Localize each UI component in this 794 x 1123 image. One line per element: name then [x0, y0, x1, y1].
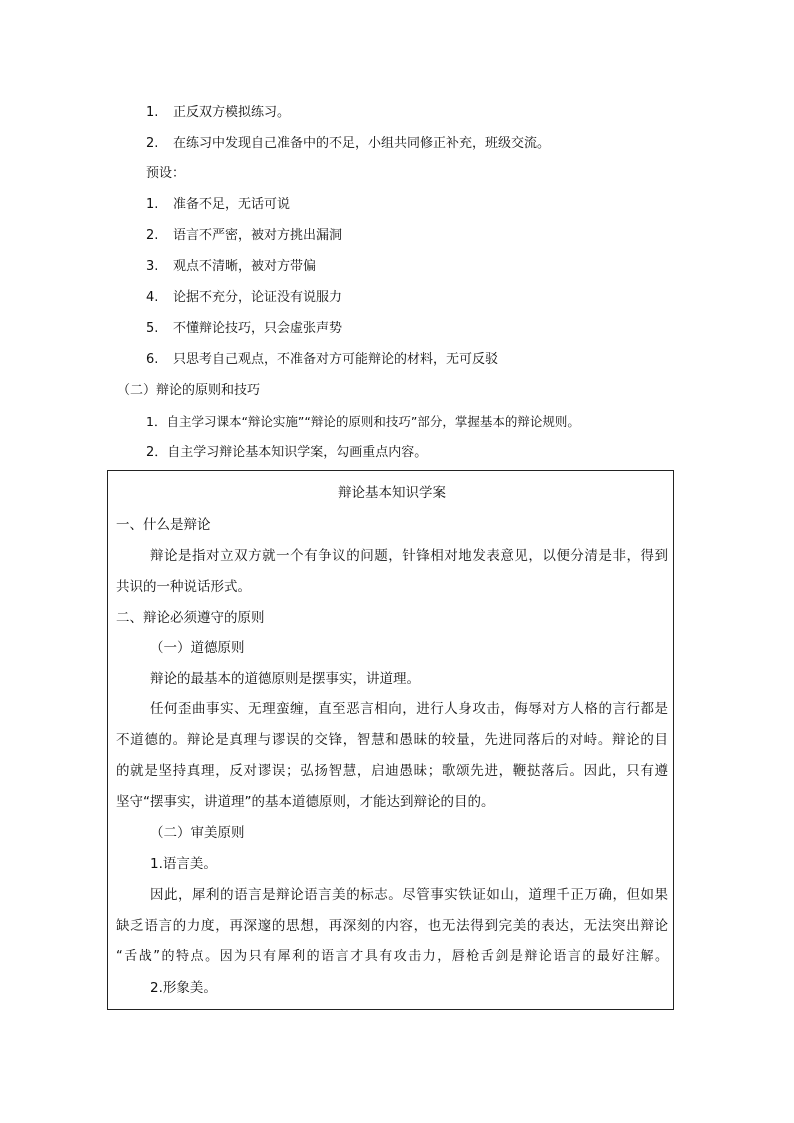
heading-principles: 二、辩论必须遵守的原则 [116, 610, 265, 626]
paragraph-line: “舌战”的特点。因为只有犀利的语言才具有攻击力，唇枪舌剑是辩论语言的最好注解。 [116, 949, 668, 964]
list-number: 6. [146, 352, 159, 367]
list-item [146, 135, 550, 153]
list-item [146, 196, 290, 214]
list-text: 语言不严密，被对方挑出漏洞 [173, 228, 343, 243]
list-number: 5. [146, 321, 159, 336]
box-title: 辩论基本知识学案 [338, 485, 446, 501]
list-item [146, 227, 342, 245]
study-guide-box [107, 470, 674, 1010]
paragraph-line: 坚守“摆事实，讲道理”的基本道德原则，才能达到辩论的目的。 [116, 794, 495, 810]
section-heading: （二）辩论的原则和技巧 [117, 383, 261, 398]
paragraph-line: 的就是坚持真理，反对谬误；弘扬智慧，启迪愚昧；歌颂先进，鞭挞落后。因此，只有遵 [116, 763, 668, 779]
task-item: 2．自主学习辩论基本知识学案，勾画重点内容。 [146, 445, 428, 460]
list-item [146, 351, 498, 369]
paragraph-line: 辩论是指对立双方就一个有争议的问题，针锋相对地发表意见，以便分清是非，得到 [150, 548, 668, 564]
list-text: 观点不清晰，被对方带偏 [173, 259, 317, 274]
subheading-aesthetic: （二）审美原则 [150, 825, 245, 841]
list-item [146, 320, 342, 338]
item-image-beauty: 2.形象美。 [150, 980, 217, 996]
heading-what-is-debate: 一、什么是辩论 [116, 517, 211, 533]
paragraph-line: 任何歪曲事实、无理蛮缠，直至恶言相向，进行人身攻击，侮辱对方人格的言行都是 [150, 701, 668, 717]
preset-label: 预设： [146, 166, 186, 181]
list-number: 1. [146, 197, 159, 212]
list-number: 3. [146, 259, 159, 274]
list-text: 正反双方模拟练习。 [173, 105, 291, 120]
list-number: 4. [146, 290, 159, 305]
list-number: 2. [146, 228, 159, 243]
paragraph-line: 因此，犀利的语言是辩论语言美的标志。尽管事实铁证如山，道理千正万确，但如果 [150, 887, 668, 903]
list-text: 论据不充分，论证没有说服力 [173, 290, 343, 305]
list-number: 1. [146, 105, 159, 120]
paragraph-line: 缺乏语言的力度，再深邃的思想，再深刻的内容，也无法得到完美的表达，无法突出辩论 [116, 918, 668, 934]
list-item [146, 258, 316, 276]
list-text: 不懂辩论技巧，只会虚张声势 [173, 321, 343, 336]
list-item [146, 289, 342, 307]
list-item [146, 104, 290, 122]
list-number: 2. [146, 136, 159, 151]
list-text: 只思考自己观点，不准备对方可能辩论的材料，无可反驳 [173, 352, 499, 367]
list-text: 准备不足，无话可说 [173, 197, 291, 212]
paragraph-line: 辩论的最基本的道德原则是摆事实，讲道理。 [150, 671, 420, 687]
list-text: 在练习中发现自己准备中的不足，小组共同修正补充，班级交流。 [173, 136, 551, 151]
paragraph-line: 不道德的。辩论是真理与谬误的交锋，智慧和愚昧的较量，先进同落后的对峙。辩论的目 [116, 732, 668, 748]
paragraph-line: 共识的一种说话形式。 [116, 579, 251, 595]
item-language-beauty: 1.语言美。 [150, 856, 217, 872]
subheading-moral: （一）道德原则 [150, 640, 245, 656]
task-item: 1．自主学习课本“辩论实施”“辩论的原则和技巧”部分，掌握基本的辩论规则。 [146, 414, 580, 429]
